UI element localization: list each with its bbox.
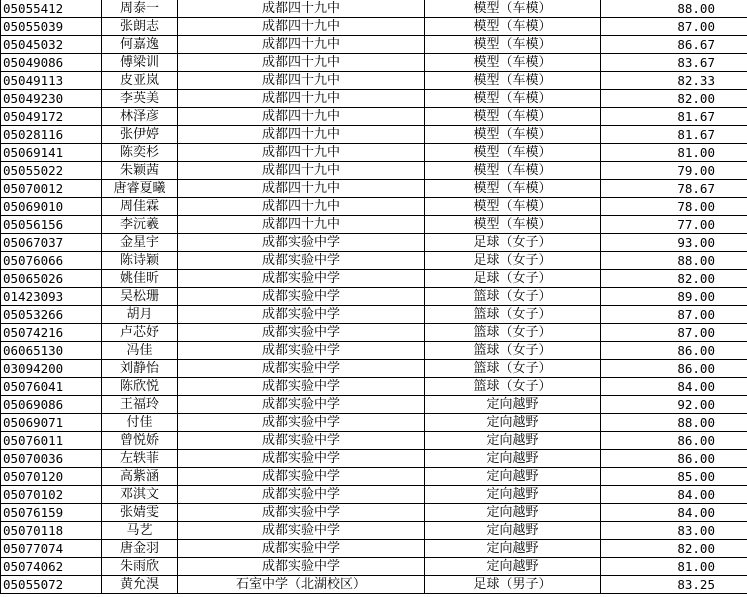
score-cell: 83.00 [601, 522, 747, 540]
school-cell: 成都四十九中 [178, 216, 425, 234]
school-cell: 成都四十九中 [178, 108, 425, 126]
score-cell: 86.00 [601, 450, 747, 468]
school-cell: 成都四十九中 [178, 18, 425, 36]
school-cell: 成都实验中学 [178, 252, 425, 270]
category-cell: 模型（车模） [425, 144, 601, 162]
table-row [1, 288, 747, 306]
school-cell: 成都实验中学 [178, 522, 425, 540]
table-row [1, 324, 747, 342]
student-name-cell: 曾悦娇 [102, 432, 178, 450]
score-cell: 92.00 [601, 396, 747, 414]
school-cell: 成都实验中学 [178, 396, 425, 414]
school-cell: 成都实验中学 [178, 270, 425, 288]
table-row [1, 108, 747, 126]
student-id-cell: 05076066 [1, 252, 102, 270]
score-cell: 82.33 [601, 72, 747, 90]
student-name-cell: 李沅羲 [102, 216, 178, 234]
score-cell: 81.67 [601, 108, 747, 126]
student-name-cell: 姚佳昕 [102, 270, 178, 288]
category-cell: 模型（车模） [425, 90, 601, 108]
score-cell: 84.00 [601, 378, 747, 396]
student-id-cell: 05055072 [1, 576, 102, 594]
table-row [1, 126, 747, 144]
table-row [1, 144, 747, 162]
score-cell: 81.67 [601, 126, 747, 144]
student-name-cell: 金星宇 [102, 234, 178, 252]
table-row [1, 270, 747, 288]
student-id-cell: 05076159 [1, 504, 102, 522]
student-id-cell: 05069086 [1, 396, 102, 414]
school-cell: 成都四十九中 [178, 36, 425, 54]
table-row [1, 540, 747, 558]
student-id-cell: 05055412 [1, 0, 102, 18]
category-cell: 定向越野 [425, 414, 601, 432]
category-cell: 篮球（女子） [425, 378, 601, 396]
category-cell: 足球（男子） [425, 576, 601, 594]
school-cell: 成都实验中学 [178, 450, 425, 468]
school-cell: 成都实验中学 [178, 342, 425, 360]
score-cell: 82.00 [601, 270, 747, 288]
category-cell: 篮球（女子） [425, 306, 601, 324]
category-cell: 模型（车模） [425, 198, 601, 216]
student-name-cell: 唐睿夏曦 [102, 180, 178, 198]
student-id-cell: 05070120 [1, 468, 102, 486]
school-cell: 成都四十九中 [178, 162, 425, 180]
score-cell: 81.00 [601, 144, 747, 162]
category-cell: 定向越野 [425, 396, 601, 414]
school-cell: 成都实验中学 [178, 468, 425, 486]
table-row [1, 486, 747, 504]
school-cell: 成都实验中学 [178, 378, 425, 396]
school-cell: 成都四十九中 [178, 0, 425, 18]
category-cell: 模型（车模） [425, 0, 601, 18]
table-row [1, 504, 747, 522]
category-cell: 模型（车模） [425, 162, 601, 180]
table-row [1, 360, 747, 378]
category-cell: 定向越野 [425, 450, 601, 468]
student-id-cell: 05076041 [1, 378, 102, 396]
student-id-cell: 05056156 [1, 216, 102, 234]
student-id-cell: 05049113 [1, 72, 102, 90]
score-cell: 79.00 [601, 162, 747, 180]
score-cell: 78.00 [601, 198, 747, 216]
table-row [1, 576, 747, 594]
school-cell: 成都实验中学 [178, 288, 425, 306]
student-name-cell: 周泰一 [102, 0, 178, 18]
table-row [1, 198, 747, 216]
table-row [1, 450, 747, 468]
table-row [1, 180, 747, 198]
student-name-cell: 陈诗颖 [102, 252, 178, 270]
score-cell: 83.25 [601, 576, 747, 594]
student-name-cell: 朱颖茜 [102, 162, 178, 180]
score-cell: 82.00 [601, 540, 747, 558]
school-cell: 成都四十九中 [178, 72, 425, 90]
table-row [1, 378, 747, 396]
score-cell: 84.00 [601, 504, 747, 522]
score-cell: 85.00 [601, 468, 747, 486]
school-cell: 成都四十九中 [178, 54, 425, 72]
score-cell: 86.00 [601, 342, 747, 360]
category-cell: 足球（女子） [425, 270, 601, 288]
student-id-cell: 05069141 [1, 144, 102, 162]
score-cell: 88.00 [601, 252, 747, 270]
category-cell: 定向越野 [425, 504, 601, 522]
category-cell: 模型（车模） [425, 72, 601, 90]
student-name-cell: 张朗志 [102, 18, 178, 36]
school-cell: 成都实验中学 [178, 306, 425, 324]
school-cell: 成都实验中学 [178, 414, 425, 432]
student-name-cell: 李英美 [102, 90, 178, 108]
category-cell: 定向越野 [425, 540, 601, 558]
score-cell: 81.00 [601, 558, 747, 576]
student-id-cell: 05049086 [1, 54, 102, 72]
student-name-cell: 傅梁训 [102, 54, 178, 72]
student-name-cell: 张婧雯 [102, 504, 178, 522]
score-cell: 77.00 [601, 216, 747, 234]
table-row [1, 252, 747, 270]
student-id-cell: 05074216 [1, 324, 102, 342]
student-id-cell: 05070118 [1, 522, 102, 540]
table-row [1, 54, 747, 72]
score-cell: 87.00 [601, 18, 747, 36]
category-cell: 模型（车模） [425, 180, 601, 198]
school-cell: 成都四十九中 [178, 144, 425, 162]
table-row [1, 234, 747, 252]
table-row [1, 36, 747, 54]
school-cell: 成都实验中学 [178, 540, 425, 558]
table-row [1, 306, 747, 324]
score-cell: 86.67 [601, 36, 747, 54]
student-name-cell: 陈欣悦 [102, 378, 178, 396]
student-name-cell: 张伊婷 [102, 126, 178, 144]
student-id-cell: 05074062 [1, 558, 102, 576]
student-name-cell: 林泽彦 [102, 108, 178, 126]
student-id-cell: 06065130 [1, 342, 102, 360]
student-name-cell: 胡月 [102, 306, 178, 324]
table-row [1, 396, 747, 414]
category-cell: 模型（车模） [425, 108, 601, 126]
score-cell: 88.00 [601, 0, 747, 18]
category-cell: 定向越野 [425, 486, 601, 504]
student-name-cell: 朱雨欣 [102, 558, 178, 576]
category-cell: 定向越野 [425, 468, 601, 486]
table-row [1, 216, 747, 234]
school-cell: 成都实验中学 [178, 360, 425, 378]
school-cell: 成都实验中学 [178, 504, 425, 522]
table-row [1, 414, 747, 432]
table-row [1, 72, 747, 90]
student-id-cell: 05053266 [1, 306, 102, 324]
student-id-cell: 05070036 [1, 450, 102, 468]
student-name-cell: 卢芯妤 [102, 324, 178, 342]
student-id-cell: 05076011 [1, 432, 102, 450]
category-cell: 篮球（女子） [425, 342, 601, 360]
school-cell: 成都实验中学 [178, 234, 425, 252]
table-row [1, 18, 747, 36]
student-name-cell: 周佳霖 [102, 198, 178, 216]
score-cell: 93.00 [601, 234, 747, 252]
category-cell: 定向越野 [425, 432, 601, 450]
category-cell: 模型（车模） [425, 36, 601, 54]
student-id-cell: 05045032 [1, 36, 102, 54]
category-cell: 模型（车模） [425, 216, 601, 234]
score-cell: 88.00 [601, 414, 747, 432]
school-cell: 成都实验中学 [178, 558, 425, 576]
category-cell: 足球（女子） [425, 234, 601, 252]
student-name-cell: 皮亚岚 [102, 72, 178, 90]
category-cell: 模型（车模） [425, 54, 601, 72]
school-cell: 成都实验中学 [178, 324, 425, 342]
student-name-cell: 王福玲 [102, 396, 178, 414]
table-body [1, 0, 747, 594]
table-row [1, 522, 747, 540]
table-row [1, 558, 747, 576]
student-id-cell: 05069010 [1, 198, 102, 216]
score-cell: 87.00 [601, 324, 747, 342]
table-row [1, 432, 747, 450]
student-name-cell: 黄允湨 [102, 576, 178, 594]
student-id-cell: 05049172 [1, 108, 102, 126]
category-cell: 篮球（女子） [425, 324, 601, 342]
score-cell: 84.00 [601, 486, 747, 504]
score-cell: 82.00 [601, 90, 747, 108]
category-cell: 定向越野 [425, 558, 601, 576]
category-cell: 模型（车模） [425, 126, 601, 144]
student-name-cell: 陈奕杉 [102, 144, 178, 162]
score-cell: 86.00 [601, 432, 747, 450]
category-cell: 篮球（女子） [425, 360, 601, 378]
score-cell: 86.00 [601, 360, 747, 378]
school-cell: 成都四十九中 [178, 198, 425, 216]
student-id-cell: 05055039 [1, 18, 102, 36]
student-id-cell: 05065026 [1, 270, 102, 288]
student-id-cell: 05055022 [1, 162, 102, 180]
student-id-cell: 05070012 [1, 180, 102, 198]
student-name-cell: 邓淇文 [102, 486, 178, 504]
student-name-cell: 吴松珊 [102, 288, 178, 306]
category-cell: 模型（车模） [425, 18, 601, 36]
score-cell: 83.67 [601, 54, 747, 72]
student-id-cell: 05077074 [1, 540, 102, 558]
category-cell: 足球（女子） [425, 252, 601, 270]
student-id-cell: 05069071 [1, 414, 102, 432]
school-cell: 成都实验中学 [178, 432, 425, 450]
student-name-cell: 刘静怡 [102, 360, 178, 378]
score-cell: 87.00 [601, 306, 747, 324]
student-id-cell: 05049230 [1, 90, 102, 108]
school-cell: 成都实验中学 [178, 486, 425, 504]
student-name-cell: 冯佳 [102, 342, 178, 360]
school-cell: 成都四十九中 [178, 126, 425, 144]
student-name-cell: 唐金羽 [102, 540, 178, 558]
table-row [1, 162, 747, 180]
student-name-cell: 何嘉逸 [102, 36, 178, 54]
table-row [1, 342, 747, 360]
category-cell: 定向越野 [425, 522, 601, 540]
student-name-cell: 高紫涵 [102, 468, 178, 486]
student-name-cell: 左轶菲 [102, 450, 178, 468]
student-id-cell: 05028116 [1, 126, 102, 144]
score-cell: 78.67 [601, 180, 747, 198]
student-id-cell: 05070102 [1, 486, 102, 504]
student-id-cell: 05067037 [1, 234, 102, 252]
table-row [1, 468, 747, 486]
student-name-cell: 马艺 [102, 522, 178, 540]
category-cell: 篮球（女子） [425, 288, 601, 306]
table-row [1, 0, 747, 18]
student-id-cell: 03094200 [1, 360, 102, 378]
school-cell: 成都四十九中 [178, 180, 425, 198]
table-row [1, 90, 747, 108]
school-cell: 石室中学（北湖校区） [178, 576, 425, 594]
school-cell: 成都四十九中 [178, 90, 425, 108]
student-name-cell: 付佳 [102, 414, 178, 432]
score-cell: 89.00 [601, 288, 747, 306]
student-id-cell: 01423093 [1, 288, 102, 306]
